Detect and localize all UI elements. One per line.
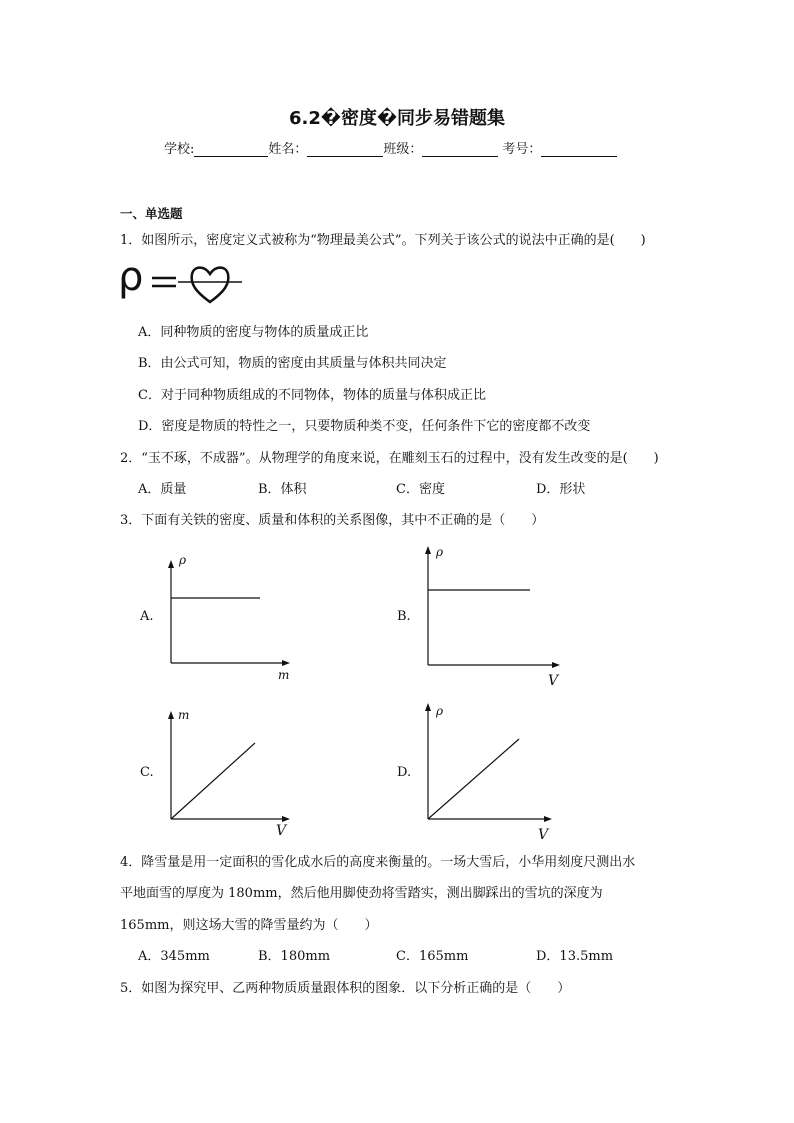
graph-d [418, 697, 568, 845]
name-blank [307, 142, 383, 157]
q1-option-b: B．由公式可知，物质的密度由其质量与体积共同决定 [138, 356, 447, 371]
section-heading: 一、单选题 [120, 206, 183, 221]
graph-a-y-label: ρ [179, 553, 187, 567]
q1-formula-figure [118, 254, 248, 306]
graph-a-x-label: m [278, 668, 290, 682]
name-label: 姓名： [268, 142, 308, 157]
q4-option-b: B．180mm [258, 949, 331, 964]
q1-option-a: A．同种物质的密度与物体的质量成正比 [138, 325, 369, 340]
q4-line-2: 平地面雪的厚度为 180mm，然后他用脚使劲将雪踏实，测出脚踩出的雪坑的深度为 [120, 886, 603, 901]
number-label: 考号： [502, 142, 542, 157]
class-blank [422, 142, 498, 157]
graph-a-label: A. [140, 609, 154, 624]
graph-d-y-label: ρ [436, 704, 444, 718]
q4-line-3: 165mm，则这场大雪的降雪量约为（ ） [120, 918, 378, 933]
school-blank [194, 142, 268, 157]
graph-c [160, 703, 300, 843]
rho-symbol: ρ [118, 254, 144, 300]
graph-d-label: D. [397, 765, 412, 780]
school-label: 学校: [164, 142, 195, 157]
q2-option-d: D．形状 [536, 482, 586, 497]
graph-d-x-label: V [538, 827, 549, 843]
q4-option-c: C．165mm [396, 949, 469, 964]
q2-option-b: B．体积 [258, 482, 307, 497]
graph-a [160, 550, 300, 685]
q2-stem: 2．“玉不琢，不成器”。从物理学的角度来说，在雕刻玉石的过程中，没有发生改变的是( ) [120, 451, 659, 466]
q1-stem: 1．如图所示，密度定义式被称为“物理最美公式”。下列关于该公式的说法中正确的是( ) [120, 233, 646, 248]
q2-option-c: C．密度 [396, 482, 445, 497]
q4-option-a: A．345mm [138, 949, 210, 964]
graph-c-label: C. [140, 765, 154, 780]
number-blank [541, 142, 617, 157]
q1-option-d: D．密度是物质的特性之一，只要物质种类不变，任何条件下它的密度都不改变 [138, 419, 591, 434]
q3-stem: 3．下面有关铁的密度、质量和体积的关系图像，其中不正确的是（ ） [120, 513, 545, 528]
graph-d-series [428, 739, 519, 819]
graph-c-y-label: m [178, 708, 190, 722]
class-label: 班级： [383, 142, 423, 157]
graph-c-x-label: V [276, 823, 287, 839]
q5-stem: 5．如图为探究甲、乙两种物质质量跟体积的图象．以下分析正确的是（ ） [120, 981, 571, 996]
graph-b-x-label: V [548, 673, 559, 689]
student-info-row [164, 138, 617, 157]
q4-option-d: D．13.5mm [536, 949, 614, 964]
q2-option-a: A．质量 [138, 482, 187, 497]
heart-fraction-icon [148, 260, 248, 306]
graph-b [418, 540, 568, 690]
q1-option-c: C．对于同种物质组成的不同物体，物体的质量与体积成正比 [138, 388, 486, 403]
graph-c-series [171, 743, 255, 819]
q4-line-1: 4．降雪量是用一定面积的雪化成水后的高度来衡量的。一场大雪后，小华用刻度尺测出水 [120, 855, 636, 870]
page-title: 6.2�密度�同步易错题集 [289, 108, 505, 129]
graph-b-label: B. [397, 609, 411, 624]
graph-b-y-label: ρ [436, 545, 444, 559]
